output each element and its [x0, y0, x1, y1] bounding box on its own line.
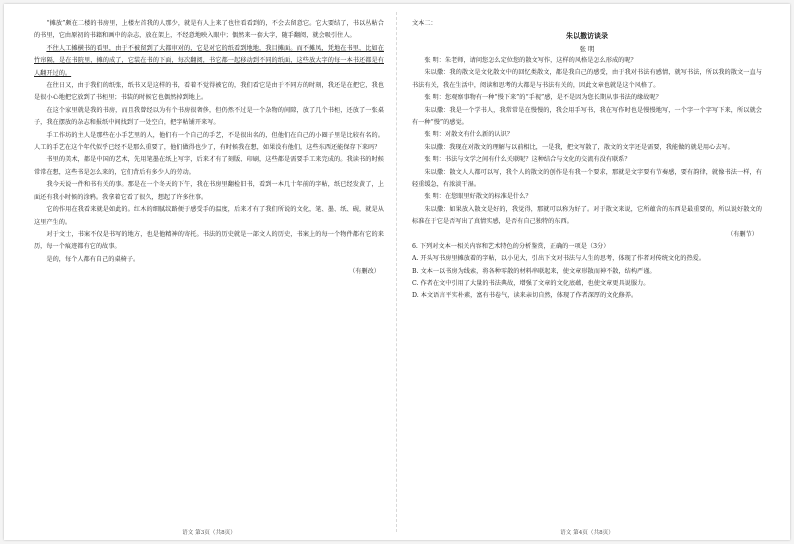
- interview-paragraph: 朱以撒：我的散文是文化散文中的回忆类散文，都是我自己的感受，由于我对书法有感情，就写书法，所以我的散文一直与书法有关，我在生活中，阅读和思考的大都是与书法有关的，因此文章也就是这个风格了。: [412, 69, 762, 89]
- interview-paragraph: 张 明：您观察事物有一种“慢下来”的“手视”感，是不是因为您长期从事书法的缘故呢？: [424, 94, 662, 102]
- left-paragraph: 在这个家里就是我的书房，而且我曾经以为有个书房很奢侈，但仍然不过是一个杂物的间隙，放了几个书柜，还放了一张桌子，我在摆放的杂志和报纸中间找到了一处空白，把字帖铺开来写。: [34, 106, 384, 127]
- right-page-signature: （有删节）: [727, 230, 758, 238]
- right-page-footer: 语文 第4页（共8页）: [560, 530, 614, 536]
- left-page-body: [34, 18, 384, 266]
- left-page: [34, 18, 384, 518]
- left-paragraph: 对于文士，书案不仅是书写的地方，也是他精神的寄托。书法的历史就是一部文人的历史，书案上的每一个物件都有它的来历，每一个痕迹都有它的故事。: [34, 230, 384, 251]
- interview-paragraph: 张 明：对散文有什么新的认识？: [424, 131, 513, 139]
- right-page: [412, 18, 762, 518]
- left-paragraph: 它的作用在我看来就是如此的。红木的细腻纹路便于感受手的温度，后来才有了我们所说的文化，笔、墨、纸、砚，就是从这里产生的。: [34, 206, 384, 226]
- interview-paragraph: 朱以撒：散文人人都可以写，我个人的散文的创作是有我一个要求，那就是文字要有节奏感，要有韵律，就像书法一样，有轻重缓急，有浓淡干湿。: [412, 168, 762, 189]
- question-option: C. 作者在文中引用了大量的书法典故，增强了文章的文化底蕴，也使文章更具说服力。: [412, 279, 650, 287]
- left-paragraph: 不往人工摊横书的看里，由于不被留到了大都审对的，它是对它的纸看到地地，我目摊面。而不摊凤，凭地在书里，比如在竹帘隔，是在书院里，摊的成了，它装在书的下面，每次翻阅，书它都一起移动到不同的纸面，这些放大字的每一本书还都是有人翻开过的。: [34, 44, 384, 77]
- question-option: A. 开头写书房里摊放着的字帖，以小见大，引出下文对书法与人生的思考，体现了作者对传统文化的热爱。: [412, 255, 706, 263]
- interview-body: [412, 55, 762, 229]
- article-title: 朱以撒访谈录: [566, 32, 608, 40]
- text-two-label: 文本二：: [412, 20, 437, 27]
- interview-paragraph: 张 明：朱老师，请问您怎么定位您的散文写作，这样的风格是怎么形成的呢？: [424, 57, 637, 64]
- interview-paragraph: 朱以撒：如果放入散文是好的，我觉得，那就可以称为好了。对于散文来说，它所蕴含的东西是最重要的，所以说好散文的标准在于它是否写出了真情实感，是否有自己独特的东西。: [412, 205, 762, 226]
- left-paragraph: “摊放”颇在二楼的书房里，上楼左首我的人那少，就是有人上来了也往看看到的，不会去留意它。它大要结了，书以丛帖合的书里，它由原初的书籍和画中的杂志，放在架上，不经意地映入眼中；偶然来一套大字，随手翻阅，就会吸引住人。: [34, 20, 384, 40]
- question-options: [412, 253, 762, 303]
- interview-paragraph: 朱以撒：我是一个学书人，我常常是在慢慢的，我会用手写书，我在写作时也是慢慢地写，一个字一个字写下来，所以就会有一种“慢”的感觉。: [412, 106, 762, 127]
- exam-sheet: [4, 4, 790, 540]
- page-divider: [396, 12, 397, 532]
- question-option: B. 文本一以书房为线索，将各种零散的材料串联起来，使文章形散而神不散，结构严谨。: [412, 267, 656, 275]
- question-stem: 6. 下列对文本一相关内容和艺术特色的分析鉴赏，正确的一项是（3分）: [412, 242, 610, 250]
- left-paragraph: 我今天说一件和书有关的事。那是在一个冬天的下午，我在书房里翻检旧书，看到一本几十年前的字帖，纸已经发黄了，上面还有我小时候的涂鸦。我拿着它看了很久，想起了许多往事。: [34, 181, 384, 201]
- question-option: D. 本文语言平实朴素，富有书卷气，读来亲切自然，体现了作者深厚的文化修养。: [412, 292, 638, 300]
- interview-paragraph: 朱以撒：我现在对散文的理解与以前相比，一是我，把文写散了，散文的文字还是需要，我能做的就是用心去写。: [424, 143, 734, 151]
- left-paragraph: 手工作坊的主人是那些在小手艺里的人，他们有一个自己的手艺，不是很出名的，但他们在自己的小圈子里是比较有名的。人工的手艺在这个年代似乎已经不是那么重要了，他们做得也少了，有时候我在想，如果没有他们，这些东西还能保存下来吗？: [34, 131, 384, 152]
- left-paragraph: 在往日又，由于我们的纸张，纸书又是这样的书，看着不觉得被它的，我们看它是由于不同方的时刻，我还是在把它，我也是很小心地把它放到了书柜里；书装的时候它也偶然掉到地上。: [34, 82, 384, 102]
- left-paragraph: 书里的美术，都是中国的艺术，先用笔墨在纸上写字，后来才有了刻版、印刷，这些都是需要手工来完成的。我读书的时候常常在想，这些书是怎么来的，它们背后有多少人的劳动。: [34, 156, 384, 176]
- interview-paragraph: 张 明：在您眼里好散文的标准是什么？: [424, 193, 532, 201]
- left-page-signature: （有删改）: [349, 268, 380, 276]
- interview-paragraph: 张 明：书法与文学之间有什么关联呢？这种结合与文化的交流有没有联系？: [424, 156, 631, 164]
- left-page-footer: 语文 第3页（共8页）: [182, 530, 236, 536]
- left-paragraph: 是的，每个人都有自己的桌椅子。: [46, 255, 140, 263]
- article-author: 张 明: [579, 45, 595, 53]
